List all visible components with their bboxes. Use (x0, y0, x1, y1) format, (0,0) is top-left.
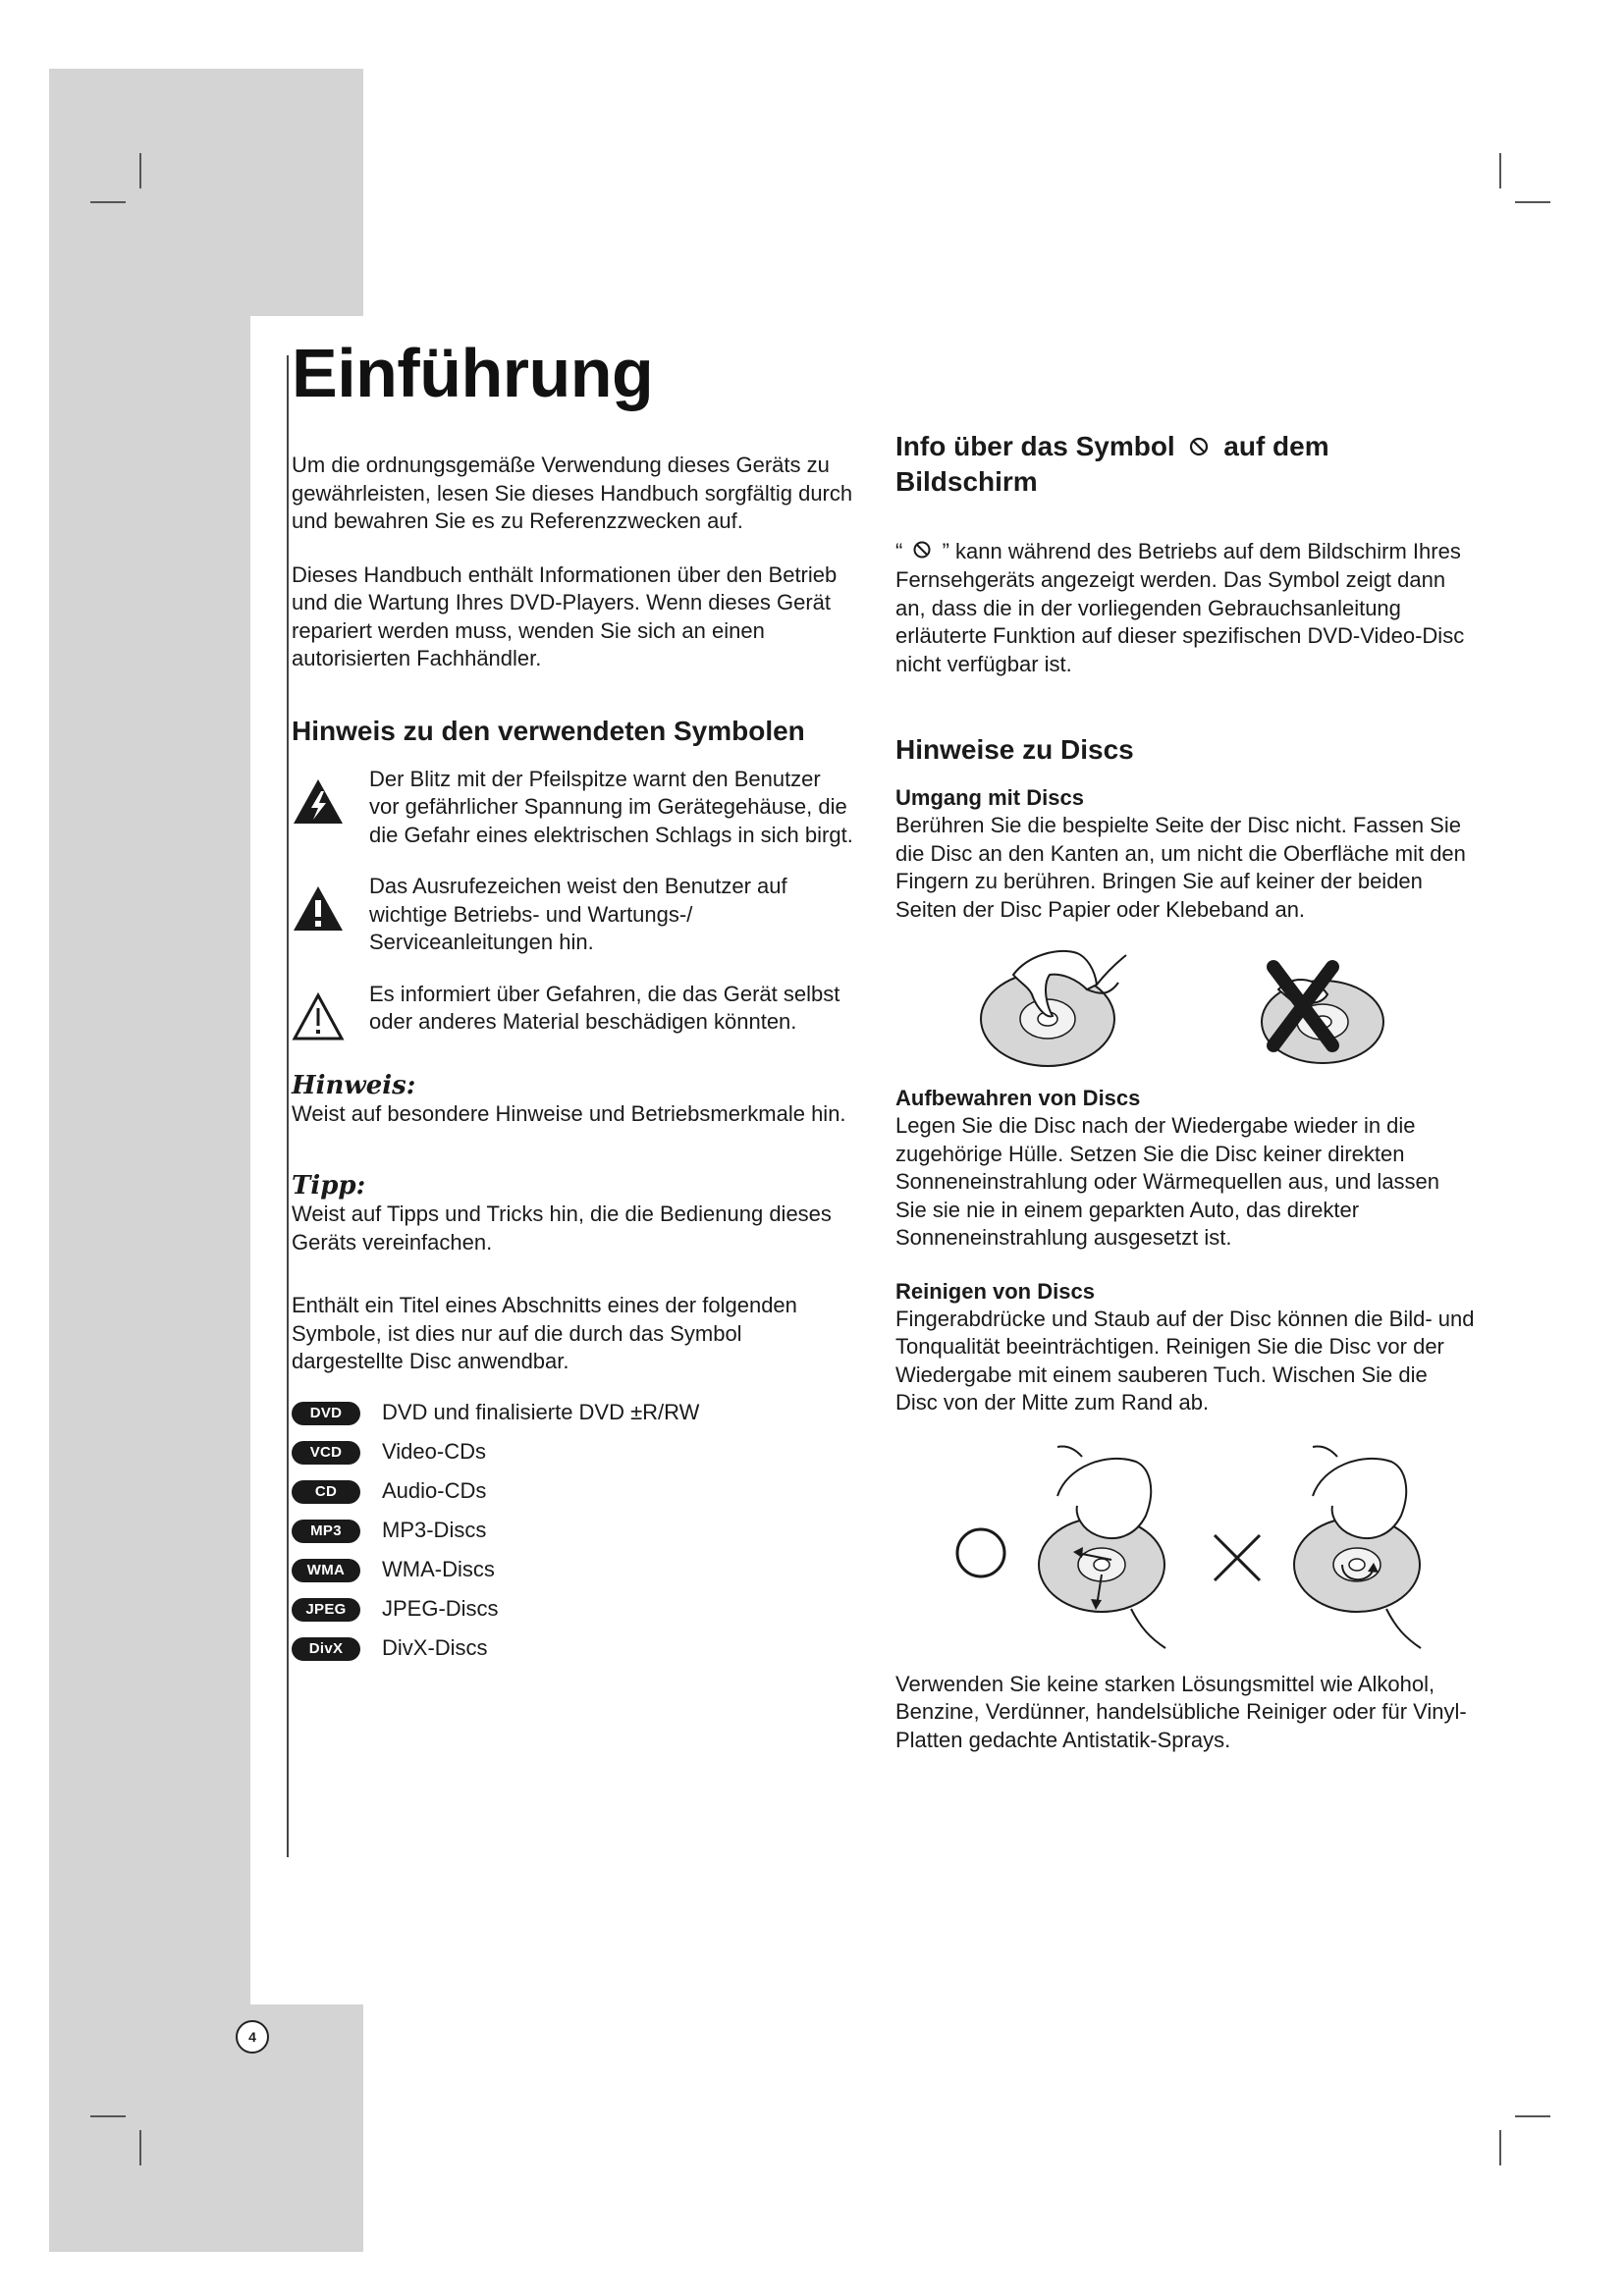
jpeg-badge-icon: JPEG (292, 1598, 360, 1622)
storage-text: Legen Sie die Disc nach der Wiedergabe wieder in die zugehörige Hülle. Setzen Sie die Disc keiner direkten Sonneneinstrahlung oder Wärmequellen aus, und lassen Sie sie nie in einem geparkten Auto, das direkter Sonneneinstrahlung ausgesetzt ist. (895, 1113, 1440, 1251)
disc-type-label: WMA-Discs (382, 1557, 495, 1582)
disc-type-label: Audio-CDs (382, 1478, 487, 1504)
info-heading-text: Info über das Symbol (895, 431, 1175, 461)
crop-mark (90, 201, 126, 203)
crop-mark (1515, 2115, 1550, 2117)
lightning-warning-icon (292, 766, 345, 827)
disc-type-label: DivX-Discs (382, 1635, 488, 1661)
quote-close: ” (942, 538, 949, 563)
disc-handling-illustration (895, 935, 1475, 1083)
disc-cleaning-illustration (895, 1437, 1475, 1653)
incorrect-cleaning-method-icon (1294, 1446, 1421, 1648)
page-title: Einführung (292, 335, 654, 411)
tipp-text: Weist auf Tipps und Tricks hin, die die Bedienung dieses Geräts vereinfachen. (292, 1201, 832, 1255)
crop-mark (1515, 201, 1550, 203)
info-heading-text: auf dem Bildschirm (895, 431, 1329, 497)
crop-mark (1499, 2130, 1501, 2165)
divx-badge-icon: DivX (292, 1637, 360, 1661)
info-text: kann während des Betriebs auf dem Bildschirm Ihres Fernsehgeräts angezeigt werden. Das Symbol zeigt dann an, dass die in der vorliegenden Gebrauchsanleitung erläuterte Funktion auf dieser spezifischen DVD-Video-Disc nicht verfügbar ist. (895, 538, 1465, 676)
discs-heading: Hinweise zu Discs (895, 734, 1134, 766)
disc-held-incorrectly-icon (1262, 967, 1383, 1063)
cleaning-text: Fingerabdrücke und Staub auf der Disc können die Bild- und Tonqualität beeinträchtigen. Reinigen Sie die Disc vor der Wiedergabe mit einem sauberen Tuch. Wischen Sie die Disc von der Mitte zum Rand ab. (895, 1306, 1475, 1415)
crop-mark (139, 153, 141, 188)
disc-type-list (292, 1394, 856, 1669)
disc-type-item (292, 1551, 856, 1590)
prohibited-icon (912, 539, 932, 567)
info-symbol-heading (895, 430, 1475, 499)
storage-heading: Aufbewahren von Discs (895, 1086, 1141, 1111)
sidebar-panel-bottom (49, 2004, 363, 2252)
handling-text: Berühren Sie die bespielte Seite der Disc nicht. Fassen Sie die Disc an den Kanten an, um nicht die Oberfläche mit den Fingern zu berühren. Bringen Sie auf keiner der beiden Seiten der Disc Papier oder Klebeband an. (895, 813, 1466, 922)
exclamation-warning-icon (292, 873, 345, 934)
disc-type-label: MP3-Discs (382, 1518, 487, 1543)
tipp-label: Tipp: (292, 1171, 366, 1201)
disc-type-item (292, 1629, 856, 1669)
mp3-badge-icon: MP3 (292, 1520, 360, 1543)
disc-held-correctly-icon (981, 951, 1126, 1066)
dvd-badge-icon: DVD (292, 1402, 360, 1425)
solvent-warning: Verwenden Sie keine starken Lösungsmittel wie Alkohol, Benzine, Verdünner, handelsübliche Reiniger oder für Vinyl-Platten gedachte Antistatik-Sprays. (895, 1671, 1467, 1752)
correct-circle-icon (957, 1529, 1004, 1576)
disc-type-item (292, 1472, 856, 1512)
crop-mark (90, 2115, 126, 2117)
sidebar-panel (49, 316, 250, 2004)
correct-cleaning-method-icon (1039, 1446, 1165, 1648)
hinweis-text: Weist auf besondere Hinweise und Betriebsmerkmale hin. (292, 1100, 846, 1126)
quote-open: “ (895, 538, 903, 563)
crop-mark (1499, 153, 1501, 188)
crop-mark (139, 2130, 141, 2165)
symbol-item (292, 981, 856, 1041)
symbol-description: Das Ausrufezeichen weist den Benutzer auf wichtige Betriebs- und Wartungs-/ Serviceanleitungen hin. (369, 874, 787, 954)
disc-type-label: DVD und finalisierte DVD ±R/RW (382, 1400, 700, 1425)
disc-type-item (292, 1590, 856, 1629)
disc-intro: Enthält ein Titel eines Abschnitts eines der folgenden Symbole, ist dies nur auf die durch das Symbol dargestellte Disc anwendbar. (292, 1293, 797, 1373)
intro-paragraph: Dieses Handbuch enthält Informationen über den Betrieb und die Wartung Ihres DVD-Players. Wenn dieses Gerät repariert werden muss, wenden Sie sich an einen autorisierten Fachhändler. (292, 561, 838, 670)
incorrect-x-icon (1215, 1535, 1260, 1580)
disc-type-label: Video-CDs (382, 1439, 486, 1465)
cleaning-heading: Reinigen von Discs (895, 1278, 1095, 1304)
symbol-item (292, 873, 856, 957)
info-paragraph (895, 538, 1475, 678)
intro-paragraph: Um die ordnungsgemäße Verwendung dieses Geräts zu gewährleisten, lesen Sie dieses Handbuch sorgfältig durch und bewahren Sie es zu Referenzzwecken auf. (292, 453, 853, 533)
disc-type-item (292, 1433, 856, 1472)
disc-type-item (292, 1512, 856, 1551)
cd-badge-icon: CD (292, 1480, 360, 1504)
hinweis-label: Hinweis: (292, 1070, 416, 1100)
disc-type-label: JPEG-Discs (382, 1596, 499, 1622)
page-number: 4 (236, 2020, 269, 2054)
symbol-item (292, 766, 856, 850)
symbol-description: Es informiert über Gefahren, die das Gerät selbst oder anderes Material beschädigen könnten. (369, 981, 840, 1034)
sidebar-panel-top (49, 69, 363, 316)
caution-outline-icon (292, 981, 345, 1041)
prohibited-icon (1188, 432, 1210, 465)
disc-type-item (292, 1394, 856, 1433)
right-column (895, 430, 1475, 1780)
left-column (292, 452, 856, 1669)
wma-badge-icon: WMA (292, 1559, 360, 1582)
symbols-heading: Hinweis zu den verwendeten Symbolen (292, 715, 805, 746)
content-rule (287, 355, 289, 1857)
symbol-description: Der Blitz mit der Pfeilspitze warnt den Benutzer vor gefährlicher Spannung im Gerätegehäuse, die die Gefahr eines elektrischen Schlags in sich birgt. (369, 766, 853, 847)
handling-heading: Umgang mit Discs (895, 785, 1084, 811)
vcd-badge-icon: VCD (292, 1441, 360, 1465)
